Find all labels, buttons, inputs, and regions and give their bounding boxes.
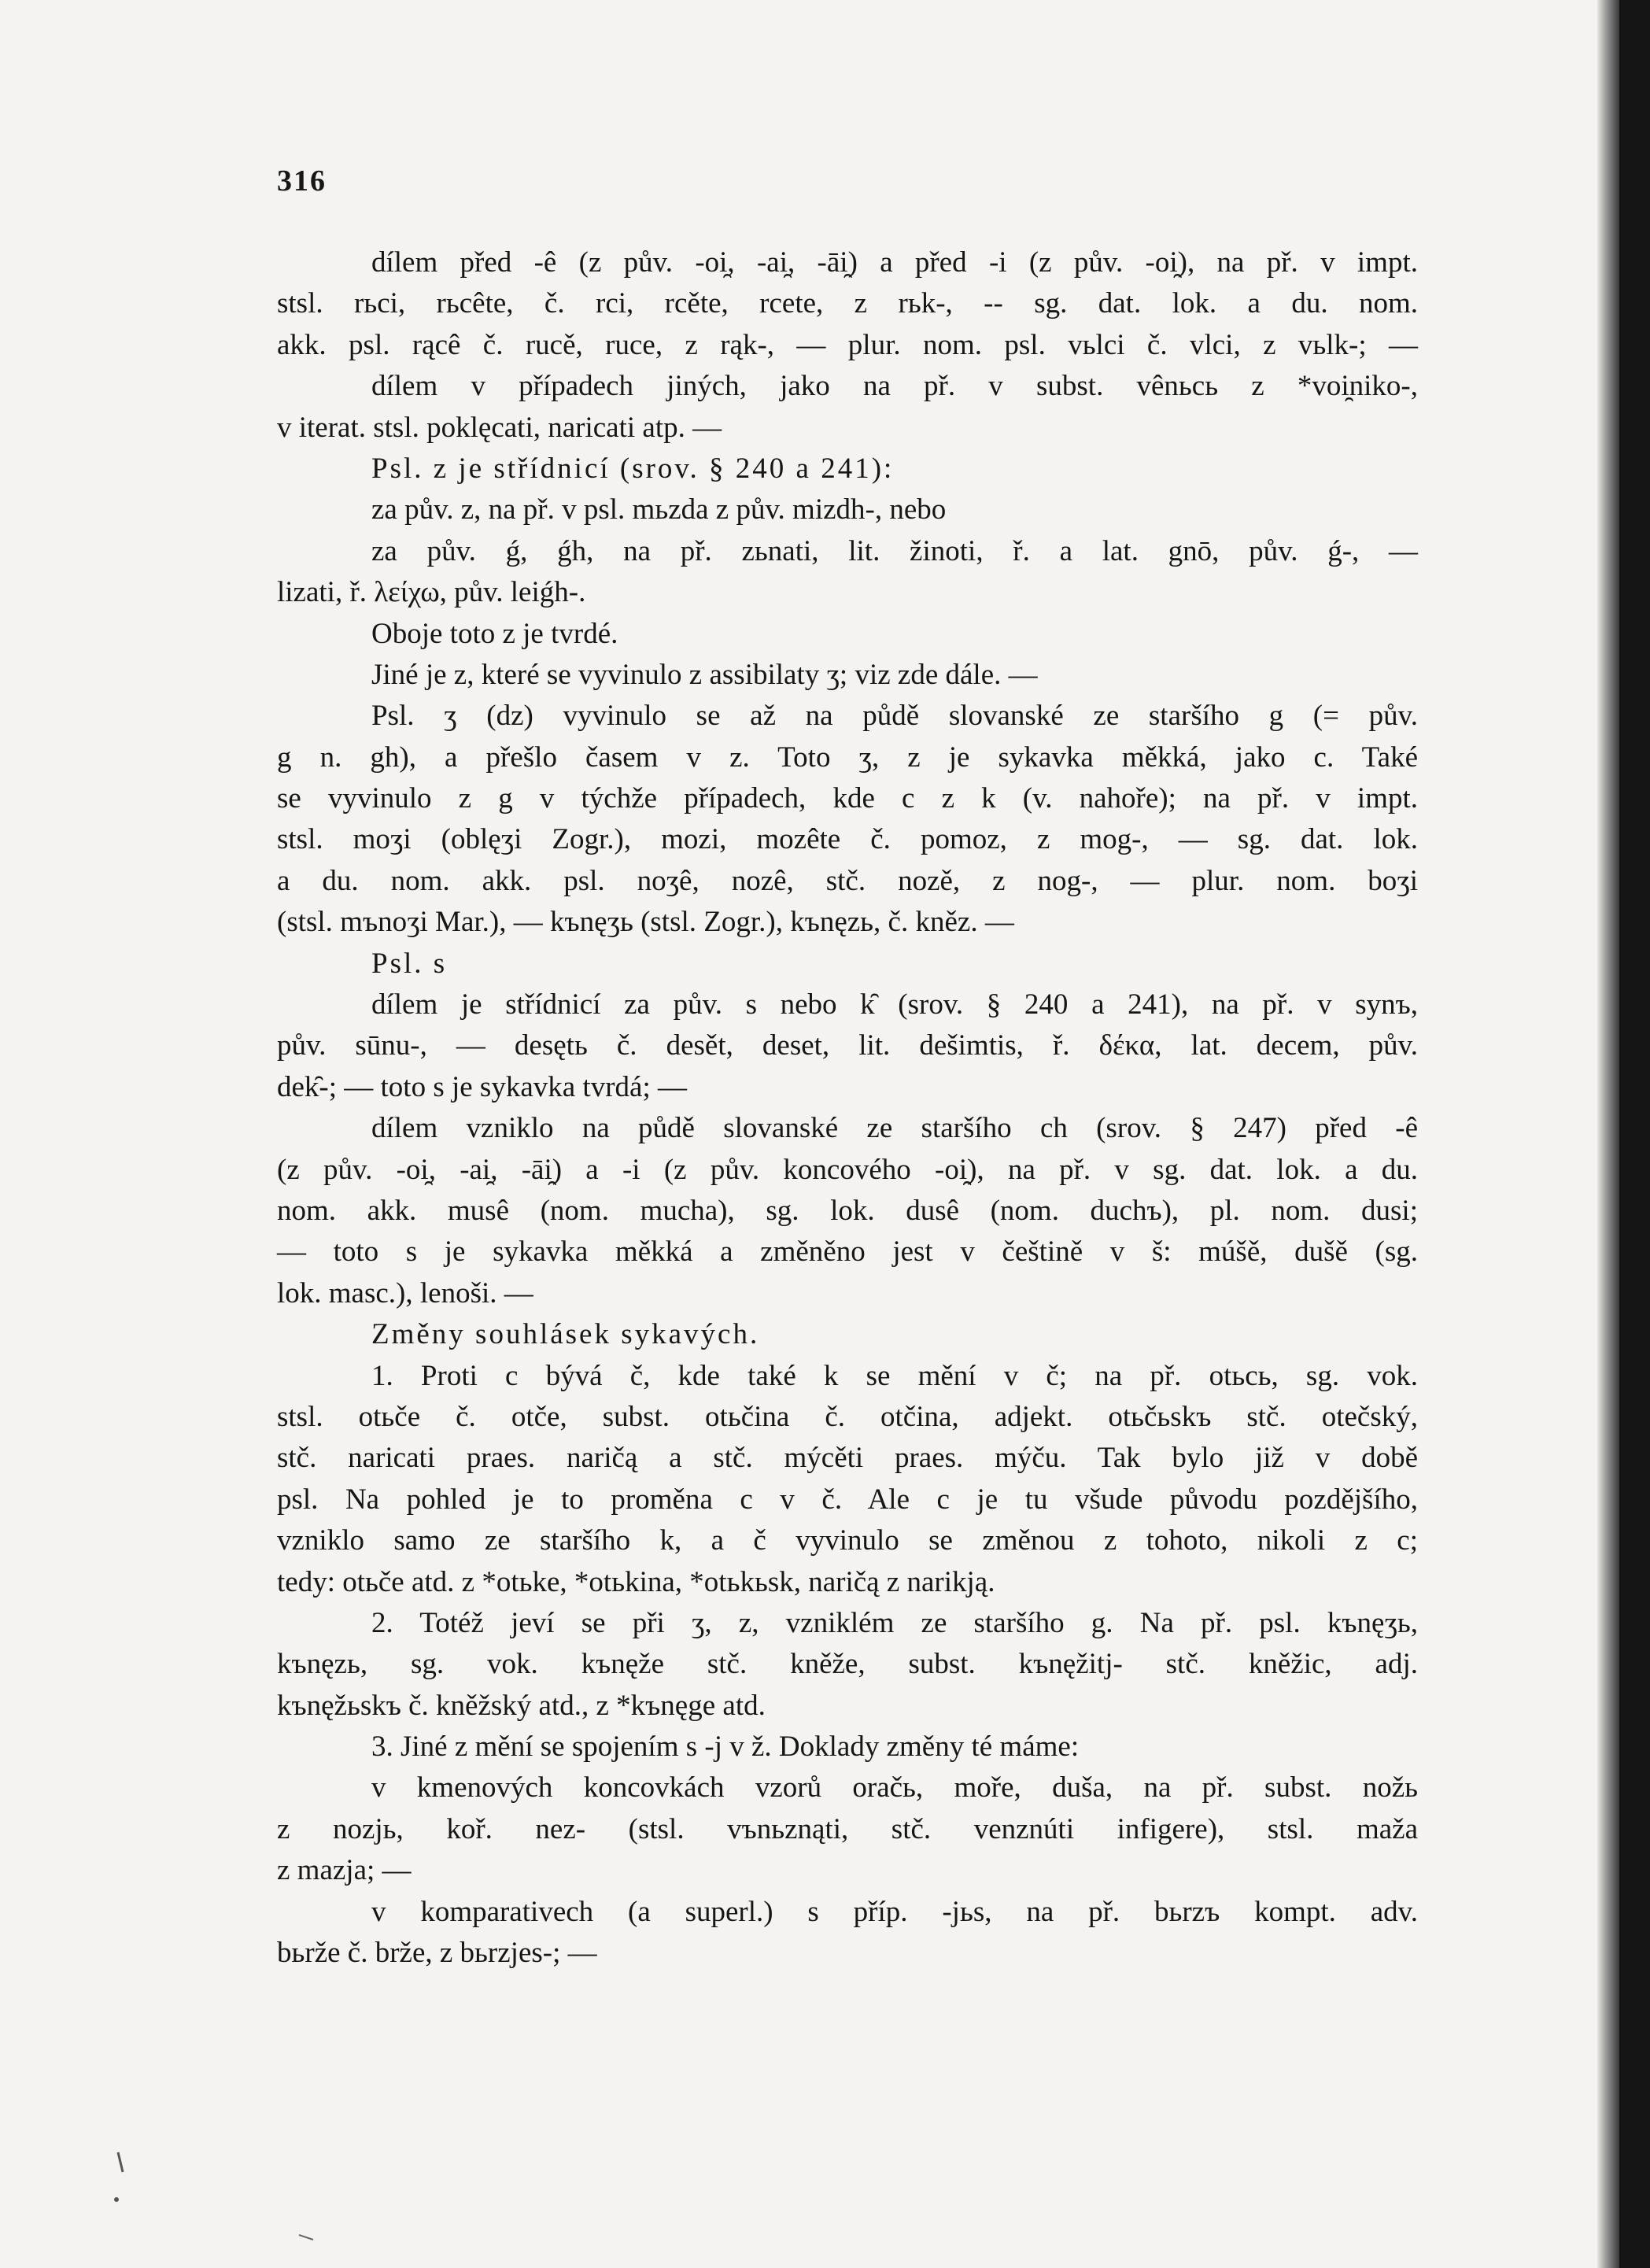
text-line: g n. gh), a přešlo časem v z. Toto ʒ, z je sykavka měkká, jako c. Také (277, 741, 1418, 774)
text-line: dílem v případech jiných, jako na př. v subst. vênьcь z *voi̯niko-, (371, 370, 1418, 403)
page-edge-shadow (1597, 0, 1619, 2268)
text-line: vzniklo samo ze staršího k, a č vyvinulo se změnou z tohoto, nikoli z c; (277, 1524, 1418, 1557)
text-line: 2. Totéž jeví se při ʒ, z, vzniklém ze staršího g. Na př. psl. kъnęʒь, (371, 1606, 1418, 1639)
text-line: z mazja; — (277, 1854, 412, 1887)
text-line: v iterat. stsl. poklęcati, naricati atp. — (277, 411, 722, 444)
text-line: se vyvinulo z g v týchže případech, kde c z k (v. nahoře); na př. v impt. (277, 782, 1418, 815)
text-line: tedy: otьče atd. z *otьke, *otьkina, *otьkьsk, naričą z narikją. (277, 1565, 995, 1598)
section-heading: Změny souhlásek sykavých. (371, 1318, 760, 1351)
text-line: 3. Jiné z mění se spojením s -j v ž. Doklady změny té máme: (371, 1731, 1080, 1764)
body-text (277, 242, 1418, 1974)
text-line: dílem vzniklo na půdě slovanské ze staršího ch (srov. § 247) před -ê (371, 1112, 1418, 1145)
text-line: Psl. ʒ (dz) vyvinulo se až na půdě slovanské ze staršího g (= pův. (371, 700, 1418, 733)
text-line: psl. Na pohled je to proměna c v č. Ale c je tu všude původu pozdějšího, (277, 1483, 1418, 1516)
text-line: za pův. z, na př. v psl. mьzda z pův. mizdh-, nebo (371, 493, 947, 526)
text-line: nom. akk. musê (nom. mucha), sg. lok. dusê (nom. duchъ), pl. nom. dusi; (277, 1194, 1418, 1227)
text-line: dek̑-; — toto s je sykavka tvrdá; — (277, 1070, 687, 1103)
text-line: (stsl. mъnoʒi Mar.), — kъnęʒь (stsl. Zogr.), kъnęzь, č. kněz. — (277, 906, 1014, 939)
text-line: z nozjь, koř. nez- (stsl. vъnьznąti, stč. venznúti infigere), stsl. maža (277, 1812, 1418, 1845)
text-line: kъnęzь, sg. vok. kъnęže stč. kněže, subst. kъnęžitj- stč. kněžic, adj. (277, 1648, 1418, 1681)
text-line: Jiné je z, které se vyvinulo z assibilaty ʒ; viz zde dále. — (371, 658, 1038, 691)
page-number: 316 (277, 164, 327, 198)
text-line: lizati, ř. λείχω, pův. leiǵh-. (277, 576, 586, 609)
text-line: stsl. otьče č. otče, subst. otьčina č. otčina, adjekt. otьčьskъ stč. otečský, (277, 1400, 1418, 1433)
section-heading: Psl. s (371, 947, 448, 980)
text-line: — toto s je sykavka měkká a změněno jest v češtině v š: múšě, dušě (sg. (277, 1236, 1418, 1269)
text-line: stč. naricati praes. naričą a stč. mýcěti praes. mýču. Tak bylo již v době (277, 1442, 1418, 1475)
text-line: v kmenových koncovkách vzorů oračь, moře, duša, na př. subst. nožь (371, 1771, 1418, 1804)
text-line: akk. psl. rącê č. rucě, ruce, z rąk-, — plur. nom. psl. vьlci č. vlci, z vьlk-; — (277, 328, 1418, 361)
text-line: stsl. moʒi (oblęʒi Zogr.), mozi, mozête č. pomoz, z mog-, — sg. dat. lok. (277, 823, 1418, 856)
text-line: (z pův. -oi̯, -ai̯, -āi̯) a -i (z pův. koncového -oi̯), na př. v sg. dat. lok. a du. (277, 1153, 1418, 1186)
text-line: Psl. z je střídnicí (srov. § 240 a 241): (371, 452, 895, 485)
text-line: lok. masc.), lenoši. — (277, 1276, 533, 1309)
text-line: bьrže č. brže, z bьrzjes-; — (277, 1937, 597, 1970)
text-line: Oboje toto z je tvrdé. (371, 617, 618, 650)
text-line: v komparativech (a superl.) s příp. -jьs, na př. bьrzъ kompt. adv. (371, 1895, 1418, 1928)
text-line: kъnęžьskъ č. kněžský atd., z *kъnęge atd. (277, 1689, 766, 1722)
text-line: dílem je střídnicí za pův. s nebo k̑ (srov. § 240 a 241), na př. v synъ, (371, 988, 1418, 1021)
text-line: dílem před -ê (z pův. -oi̯, -ai̯, -āi̯) a před -i (z pův. -oi̯), na př. v impt. (371, 246, 1418, 279)
text-line: a du. nom. akk. psl. noʒê, nozê, stč. nozě, z nog-, — plur. nom. boʒi (277, 864, 1418, 897)
text-line: za pův. ǵ, ǵh, na př. zьnati, lit. žinoti, ř. a lat. gnō, pův. ǵ-, — (371, 534, 1418, 567)
text-line: 1. Proti c bývá č, kde také k se mění v č; na př. otьcь, sg. vok. (371, 1359, 1418, 1392)
text-line: pův. sūnu-, — desętь č. desět, deset, lit. dešimtis, ř. δέκα, lat. decem, pův. (277, 1029, 1418, 1062)
text-line: stsl. rьci, rьcête, č. rci, rcěte, rcete, z rьk-, -- sg. dat. lok. a du. nom. (277, 287, 1418, 320)
scan-border (1619, 0, 1650, 2268)
